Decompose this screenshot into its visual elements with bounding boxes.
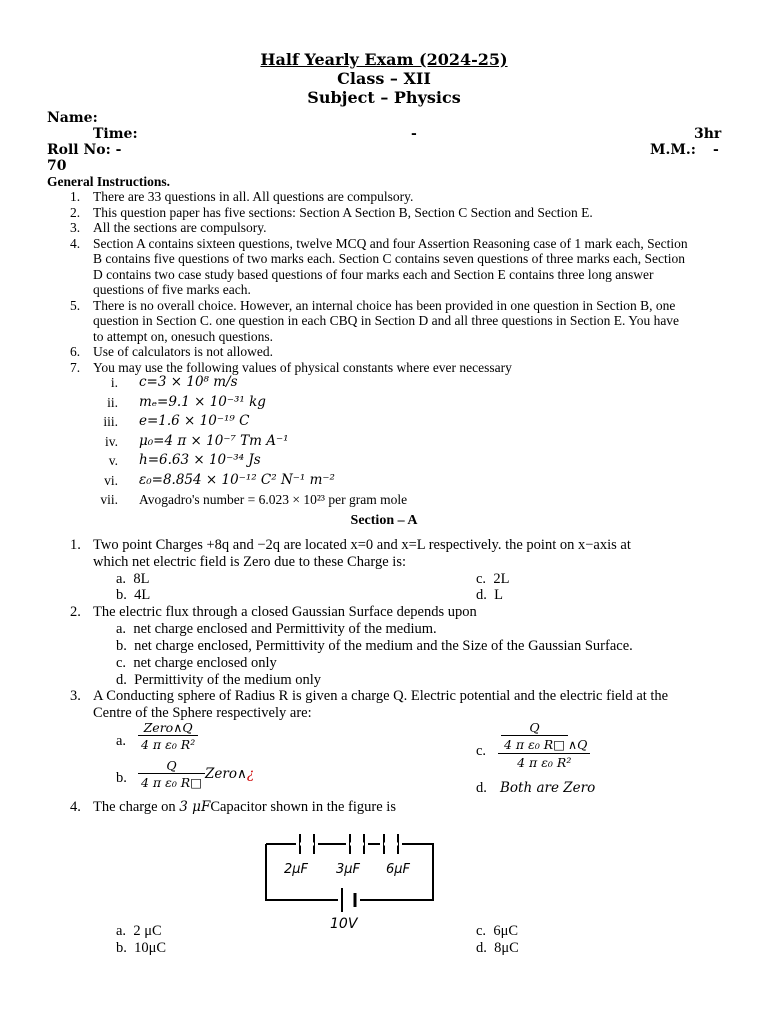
constant-number: ii. (107, 394, 118, 410)
instruction-line: All the sections are compulsory. (93, 220, 267, 235)
constant-value: μ₀=4 π × 10⁻⁷ Tm A⁻¹ (139, 432, 289, 449)
option-3d-text: Both are Zero (500, 780, 596, 796)
option-4c: c. 6μC (476, 923, 519, 939)
question-number: 1. (70, 537, 81, 553)
option-2b: b. net charge enclosed, Permittivity of the medium and the Size of the Gaussian Surface. (116, 638, 633, 654)
instruction-line: questions of five marks each. (93, 282, 251, 297)
section-title: Section – A (350, 513, 418, 528)
option-3c-fraction: $\frac{Q}{\text{4 π ε₀ R□}}$ ∧Q 4 π ε₀ R² (498, 720, 590, 771)
instructions-heading: General Instructions. (47, 174, 170, 189)
option-3c-label: c. (476, 743, 487, 759)
question-number: 3. (70, 688, 81, 704)
constant-value: ε₀=8.854 × 10⁻¹² C² N⁻¹ m⁻² (139, 471, 335, 488)
instruction-number: 2. (70, 204, 81, 220)
instruction-line: B contains five questions of two marks each. Section C contains seven questions of three marks each, Section (93, 251, 685, 266)
battery-label: 10V (330, 916, 358, 932)
option-1d: d. L (476, 587, 503, 603)
constant-number: iii. (103, 414, 118, 429)
subject-line: Subject – Physics (307, 88, 461, 107)
roll-no-label: Roll No: - (47, 142, 122, 158)
option-3b-expression: $\frac{Q}{\text{4 π ε₀ R□}}$ Zero∧¿ (138, 758, 254, 791)
question-1-line-1: Two point Charges +8q and −2q are located x=0 and x=L respectively. the point on x−axis at (93, 537, 631, 553)
time-dash: - (411, 126, 417, 142)
time-label: Time: (93, 126, 138, 142)
instruction-line: There are 33 questions in all. All questions are compulsory. (93, 189, 414, 204)
question-3-line-1: A Conducting sphere of Radius R is given a charge Q. Electric potential and the electric field at the (93, 688, 669, 704)
option-2c: c. net charge enclosed only (116, 655, 277, 671)
max-marks-label: M.M.: (650, 142, 696, 158)
capacitor-label-2uf: 2μF (284, 862, 309, 877)
capacitor-label-3uf: 3μF (336, 862, 361, 877)
constant-value: h=6.63 × 10⁻³⁴ Js (139, 452, 261, 468)
question-4-line-1: The charge on 3 μFCapacitor shown in the figure is (93, 799, 396, 815)
max-marks-dash: - (713, 142, 719, 158)
option-3b-label: b. (116, 770, 127, 786)
option-3a-fraction: $\frac{\text{Zero∧Q}}{\text{4 π ε₀ R²}}$ (138, 720, 198, 753)
constant-number: vi. (104, 472, 118, 488)
max-marks-value: 70 (47, 158, 67, 174)
option-4a: a. 2 μC (116, 923, 162, 939)
constant-value: e=1.6 × 10⁻¹⁹ C (139, 413, 250, 429)
instruction-number: 7. (70, 359, 81, 375)
instruction-line: D contains two case study based questions of four marks each and Section E contains three long answer (93, 266, 654, 282)
question-3-line-2: Centre of the Sphere respectively are: (93, 705, 312, 721)
instruction-number: 6. (70, 344, 81, 359)
option-1b: b. 4L (116, 587, 151, 603)
question-number: 4. (70, 799, 81, 815)
instruction-line: to attempt on, onesuch questions. (93, 328, 273, 344)
constant-value: c=3 × 10⁸ m/s (139, 374, 238, 390)
exam-title: Half Yearly Exam (2024-25) (260, 50, 508, 69)
name-label: Name: (47, 110, 98, 126)
instruction-number: 3. (70, 220, 81, 235)
option-2a: a. net charge enclosed and Permittivity of the medium. (116, 621, 437, 637)
capacitor-label-6uf: 6μF (386, 862, 411, 877)
option-3d-label: d. (476, 780, 487, 796)
instruction-line: Use of calculators is not allowed. (93, 344, 273, 359)
constant-number: v. (108, 453, 118, 468)
instruction-number: 1. (70, 189, 81, 204)
constant-value: mₑ=9.1 × 10⁻³¹ kg (139, 393, 266, 410)
instruction-line: Section A contains sixteen questions, twelve MCQ and four Assertion Reasoning case of 1 mark each, Section (93, 235, 688, 251)
option-2d: d. Permittivity of the medium only (116, 672, 321, 688)
instruction-number: 5. (70, 297, 81, 313)
option-4b: b. 10μC (116, 940, 167, 956)
option-4d: d. 8μC (476, 940, 519, 956)
class-line: Class – XII (337, 69, 431, 88)
capacitor-circuit-figure (256, 826, 442, 934)
time-value: 3hr (694, 126, 722, 142)
instruction-line: You may use the following values of physical constants where ever necessary (93, 359, 512, 375)
option-1a: a. 8L (116, 571, 150, 587)
question-1-line-2: which net electric field is Zero due to these Charge is: (93, 554, 406, 570)
option-3a-label: a. (116, 733, 127, 749)
constant-value: Avogadro's number = 6.023 × 10²³ per gram mole (139, 492, 408, 507)
instruction-number: 4. (70, 235, 81, 251)
instruction-line: This question paper has five sections: Section A Section B, Section C Section and Section E. (93, 204, 593, 220)
option-1c: c. 2L (476, 571, 510, 587)
constant-number: vii. (100, 492, 118, 507)
constant-number: iv. (105, 433, 118, 449)
instruction-line: There is no overall choice. However, an internal choice has been provided in one question in Section B, one (93, 297, 676, 313)
question-number: 2. (70, 604, 81, 620)
constant-number: i. (110, 375, 118, 390)
question-2-line-1: The electric flux through a closed Gaussian Surface depends upon (93, 604, 477, 620)
instruction-line: question in Section C. one question in each CBQ in Section D and all three questions in Section E. You have (93, 313, 680, 328)
